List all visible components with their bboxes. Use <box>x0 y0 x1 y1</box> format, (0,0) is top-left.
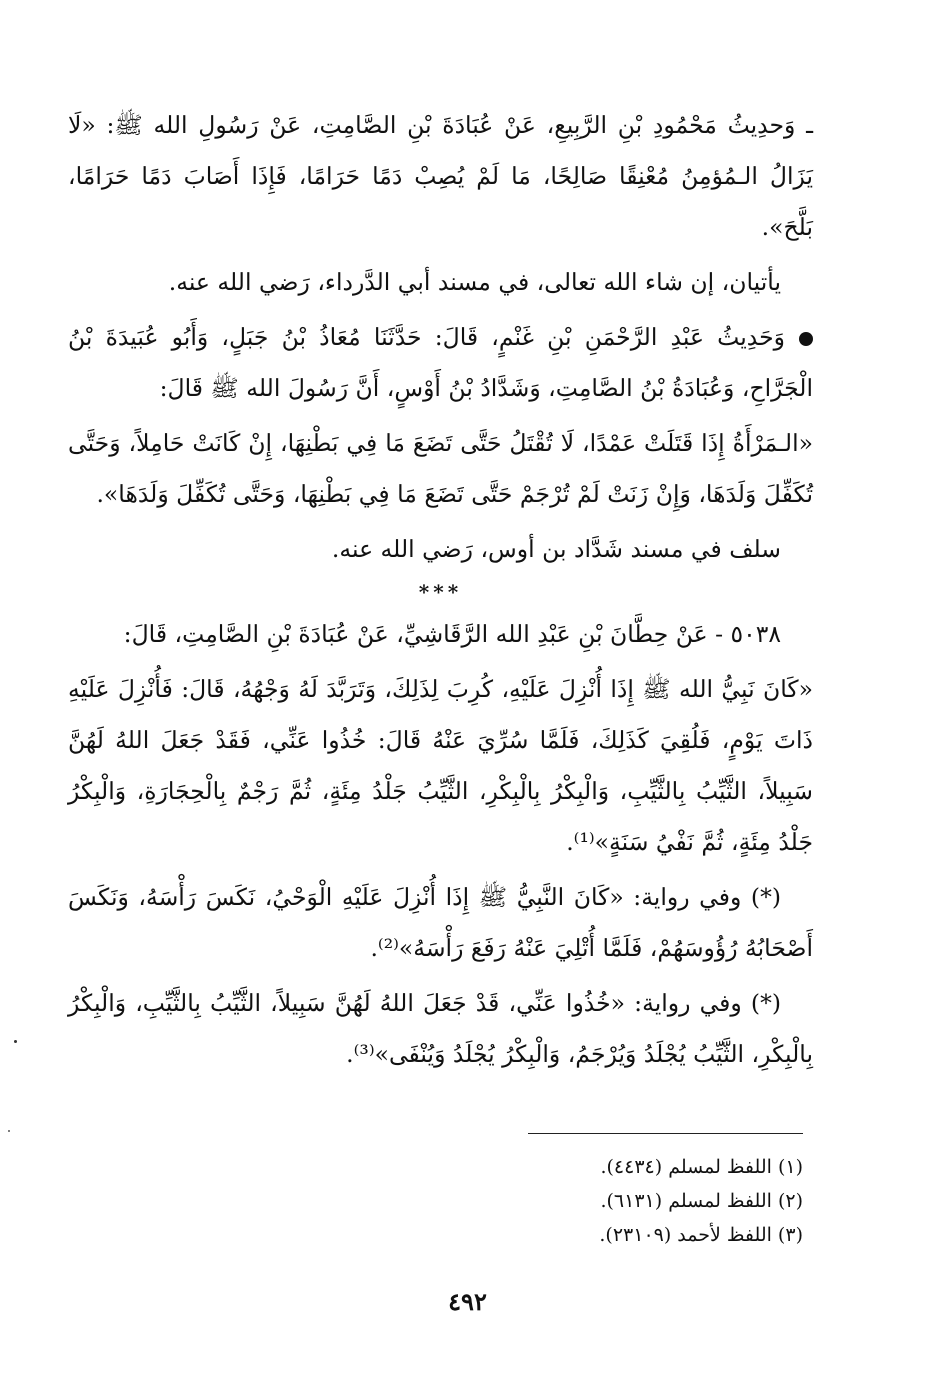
section-separator: *** <box>418 580 463 604</box>
paragraph-note-shaddad: سلف في مسند شَدَّاد بن أوس، رَضي الله عنه. <box>331 535 781 563</box>
footnote-divider <box>528 1133 803 1134</box>
paragraph-hadith-5038: «كَانَ نَبِيُّ الله ﷺ إِذَا أُنْزِلَ عَلَيْهِ، كُرِبَ لِذَلِكَ، وَتَرَبَّدَ لَهُ وَجْهُهُ، قَالَ: فَأُنْزِلَ عَلَيْهِ ذَاتَ يَوْمٍ، فَلُقِيَ كَذَلِكَ، فَلَمَّا سُرِّيَ عَنْهُ قَالَ: خُذُوا عَنِّي، فَقَدْ جَعَلَ اللهُ لَهُنَّ سَبِيلاً، الثَّيِّبُ بِالثَّيِّبِ، وَالْبِكْرُ بِالْبِكْرِ، الثَّيِّبُ جَلْدُ مِئَةٍ، ثُمَّ رَجْمٌ بِالْحِجَارَةِ، وَالْبِكْرُ جَلْدُ مِئَةٍ، ثُمَّ نَفْيُ سَنَةٍ»⁽¹⁾. <box>68 675 813 856</box>
paragraph-riwaya-1: (*) وفي رواية: «كَانَ النَّبِيُّ ﷺ إِذَا أُنْزِلَ عَلَيْهِ الْوَحْيُ، نَكَسَ رَأْسَهُ، وَنَكَسَ أَصْحَابُهُ رُؤُوسَهُمْ، فَلَمَّا أُتْلِيَ عَنْهُ رَفَعَ رَأْسَهُ»⁽²⁾. <box>68 883 813 962</box>
footnote-2: (٢) اللفظ لمسلم (٦١٣١). <box>600 1190 803 1212</box>
footnote-3: (٣) اللفظ لأحمد (٢٣١٠٩). <box>599 1224 803 1246</box>
page-number: ٤٩٢ <box>448 1287 487 1316</box>
paragraph-hadith-abdulrahman-text: وَحَدِيثُ عَبْدِ الرَّحْمَنِ بْنِ غَنْمٍ، قَالَ: حَدَّثَنَا مُعَاذُ بْنُ جَبَلٍ، وَأَبُو عُبَيدَةَ بْنُ الْجَرَّاحِ، وَعُبَادَةُ بْنُ الصَّامِتِ، وَشَدَّادُ بْنُ أَوْسٍ، أَنَّ رَسُولَ الله ﷺ قَالَ: <box>68 323 813 402</box>
paragraph-hadith-abdulrahman <box>68 312 813 414</box>
hadith-number-5038: ٥٠٣٨ - عَنْ حِطَّانَ بْنِ عَبْدِ الله الرَّقَاشِيِّ، عَنْ عُبَادَةَ بْنِ الصَّامِتِ، قَالَ: <box>123 620 781 648</box>
scan-speck-2 <box>8 1130 10 1132</box>
scan-speck <box>14 1040 17 1043</box>
bullet-icon <box>799 332 813 346</box>
main-text <box>68 100 813 1080</box>
paragraph-note-abu-darda: يأتيان، إن شاء الله تعالى، في مسند أبي الدَّرداء، رَضي الله عنه. <box>168 268 781 296</box>
footnote-1: (١) اللفظ لمسلم (٤٤٣٤). <box>600 1156 803 1178</box>
footnotes <box>303 1150 803 1252</box>
paragraph-hadith-woman: «الـمَرْأَةُ إِذَا قَتَلَتْ عَمْدًا، لَا تُقْتَلُ حَتَّى تَضَعَ مَا فِي بَطْنِهَا، إِنْ كَانَتْ حَامِلاً، وَحَتَّى تُكَفِّلَ وَلَدَهَا، وَإِنْ زَنَتْ لَمْ تُرْجَمْ حَتَّى تَضَعَ مَا فِي بَطْنِهَا، وَحَتَّى تُكَفِّلَ وَلَدَهَا». <box>68 429 813 508</box>
paragraph-riwaya-2: (*) وفي رواية: «خُذُوا عَنِّي، قَدْ جَعَلَ اللهُ لَهُنَّ سَبِيلاً، الثَّيِّبُ بِالثَّيِّبِ، وَالْبِكْرُ بِالْبِكْرِ، الثَّيِّبُ يُجْلَدُ وَيُرْجَمُ، وَالْبِكْرُ يُجْلَدُ وَيُنْفَى»⁽³⁾. <box>68 989 813 1068</box>
paragraph-hadith-mahmud: ـ وَحدِيثُ مَحْمُودِ بْنِ الرَّبِيعِ، عَنْ عُبَادَةَ بْنِ الصَّامِتِ، عَنْ رَسُولِ الله ﷺ: «لَا يَزَالُ الـمُؤمِنُ مُعْنِقًا صَالِحًا، مَا لَمْ يُصِبْ دَمًا حَرَامًا، فَإِذَا أَصَابَ دَمًا حَرَامًا، بَلَّحَ». <box>68 111 813 241</box>
